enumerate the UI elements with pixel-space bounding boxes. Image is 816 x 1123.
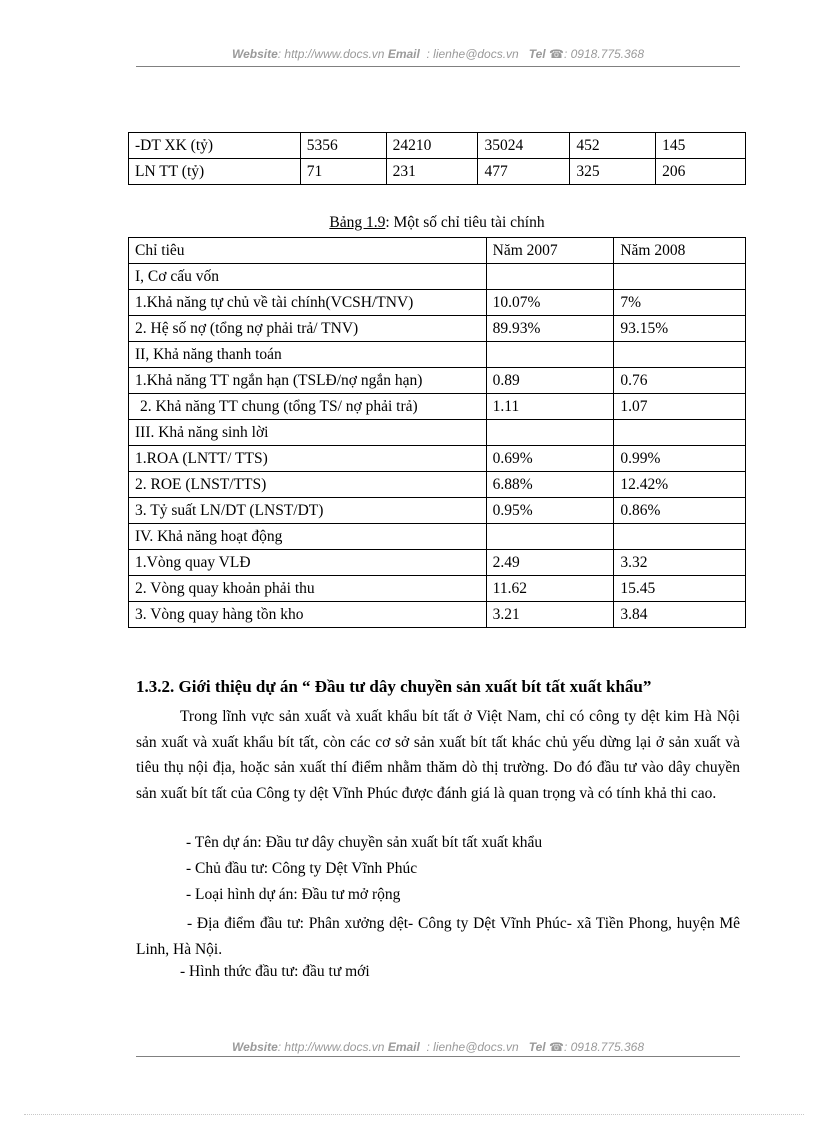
footer-rule (136, 1056, 740, 1057)
table-row (129, 133, 746, 159)
table-row (129, 524, 746, 550)
table-cell: III. Khả năng sinh lời (129, 420, 487, 446)
bullet-investment-form: - Hình thức đầu tư: đầu tư mới (180, 963, 370, 980)
table-cell: 7% (614, 290, 746, 316)
table-cell (614, 420, 746, 446)
table-cell: 1.Khả năng TT ngắn hạn (TSLĐ/nợ ngắn hạn) (129, 368, 487, 394)
table-cell: 1.07 (614, 394, 746, 420)
table-cell: 0.69% (486, 446, 614, 472)
table-caption (128, 214, 746, 232)
table-cell (614, 342, 746, 368)
table-row (129, 290, 746, 316)
table-cell: -DT XK (tỷ) (129, 133, 301, 159)
table-cell: 206 (656, 159, 746, 185)
table-cell: 231 (386, 159, 478, 185)
table-cell: 0.99% (614, 446, 746, 472)
table-cell: 10.07% (486, 290, 614, 316)
table-cell: II, Khả năng thanh toán (129, 342, 487, 368)
footer-tel-label: Tel (528, 1040, 546, 1054)
table-cell: 0.89 (486, 368, 614, 394)
table-cell (486, 342, 614, 368)
table-cell: 477 (478, 159, 570, 185)
table-cell: 24210 (386, 133, 478, 159)
table-cell (614, 264, 746, 290)
table-cell: I, Cơ cấu vốn (129, 264, 487, 290)
table-row (129, 420, 746, 446)
website-label: Website (231, 47, 278, 61)
footer-email-value: : lienhe@docs.vn (426, 1040, 519, 1054)
bullet-project-name: - Tên dự án: Đầu tư dây chuyền sản xuất bít tất xuất khẩu (186, 834, 543, 851)
table-row (129, 550, 746, 576)
table-caption-label: Bảng 1.9 (329, 214, 386, 231)
header-rule (136, 66, 740, 67)
table-row (129, 342, 746, 368)
table-cell: 452 (570, 133, 656, 159)
intro-paragraph (136, 704, 740, 806)
table-cell: Chỉ tiêu (129, 238, 487, 264)
table-cell: Năm 2008 (614, 238, 746, 264)
table-cell: 6.88% (486, 472, 614, 498)
table-cell: 3.21 (486, 602, 614, 628)
table-row (129, 368, 746, 394)
table-cell: 3.32 (614, 550, 746, 576)
table-caption-text: : Một số chỉ tiêu tài chính (385, 214, 545, 231)
table-cell: 2. ROE (LNST/TTS) (129, 472, 487, 498)
table-cell: Năm 2007 (486, 238, 614, 264)
table-cell: 0.76 (614, 368, 746, 394)
table-row (129, 394, 746, 420)
table-cell: 93.15% (614, 316, 746, 342)
bullet-investor: - Chủ đầu tư: Công ty Dệt Vĩnh Phúc (186, 860, 418, 877)
table-cell: 15.45 (614, 576, 746, 602)
table-cell (486, 524, 614, 550)
section-title: 1.3.2. Giới thiệu dự án “ Đầu tư dây chuyền sản xuất bít tất xuất khẩu” (136, 677, 652, 696)
table-row (129, 264, 746, 290)
table-row (129, 238, 746, 264)
bullet-location: - Địa điểm đầu tư: Phân xưởng dệt- Công ty Dệt Vĩnh Phúc- xã Tiền Phong, huyện Mê Linh, Hà Nội. (136, 915, 740, 958)
table-cell: 2. Vòng quay khoản phải thu (129, 576, 487, 602)
financial-indicators-table (128, 237, 746, 628)
table-row (129, 472, 746, 498)
email-label: Email (387, 47, 420, 61)
table-cell: 2. Hệ số nợ (tổng nợ phải trả/ TNV) (129, 316, 487, 342)
table-cell: LN TT (tỷ) (129, 159, 301, 185)
website-value: : http://www.docs.vn (277, 47, 385, 61)
table-row (129, 602, 746, 628)
footer-phone-icon: ☎ (549, 1040, 564, 1054)
footer-website-label: Website (231, 1040, 278, 1054)
table-cell: 1.ROA (LNTT/ TTS) (129, 446, 487, 472)
footer-email-label: Email (387, 1040, 420, 1054)
table-cell: 145 (656, 133, 746, 159)
table-cell: 3.84 (614, 602, 746, 628)
table-cell: 0.86% (614, 498, 746, 524)
table-cell: 3. Vòng quay hàng tồn kho (129, 602, 487, 628)
intro-paragraph-text: Trong lĩnh vực sản xuất và xuất khẩu bít tất ở Việt Nam, chỉ có công ty dệt kim Hà Nội sản xuất và xuất khẩu bít tất, còn các cơ sở sản xuất bít tất khác chủ yếu dừng lại ở sản xuất và tiêu thụ nội địa, hoặc sản xuất thí điểm nhằm thăm dò thị trường. Do đó đầu tư vào dây chuyền sản xuất bít tất của Công ty dệt Vĩnh Phúc được đánh giá là quan trọng và có tính khả thi cao. (136, 708, 740, 802)
table-cell: 2. Khả năng TT chung (tổng TS/ nợ phải trả) (129, 394, 487, 420)
table-cell: 2.49 (486, 550, 614, 576)
phone-icon: ☎ (549, 47, 564, 61)
table-cell (486, 420, 614, 446)
table-cell: 325 (570, 159, 656, 185)
email-value: : lienhe@docs.vn (426, 47, 519, 61)
table-cell: 35024 (478, 133, 570, 159)
table-cell (486, 264, 614, 290)
footer-tel-value: : 0918.775.368 (563, 1040, 645, 1054)
table-cell: 5356 (300, 133, 386, 159)
table-cell: 1.Vòng quay VLĐ (129, 550, 487, 576)
page-footer (136, 1040, 740, 1054)
page-edge-dotted-line (24, 1114, 804, 1115)
bullet-project-type: - Loại hình dự án: Đầu tư mở rộng (186, 886, 401, 903)
table-row (129, 159, 746, 185)
table-cell: 11.62 (486, 576, 614, 602)
table-cell: 0.95% (486, 498, 614, 524)
table-row (129, 446, 746, 472)
table-row (129, 576, 746, 602)
tel-value: : 0918.775.368 (563, 47, 645, 61)
tel-label: Tel (528, 47, 546, 61)
table-row (129, 316, 746, 342)
table-cell: 3. Tỷ suất LN/DT (LNST/DT) (129, 498, 487, 524)
table-cell: 71 (300, 159, 386, 185)
table-cell: 89.93% (486, 316, 614, 342)
table-cell: 1.11 (486, 394, 614, 420)
table-row (129, 498, 746, 524)
table-cell: IV. Khả năng hoạt động (129, 524, 487, 550)
table-cell: 1.Khả năng tự chủ về tài chính(VCSH/TNV) (129, 290, 487, 316)
page-header (136, 47, 740, 61)
table-cell (614, 524, 746, 550)
footer-website-value: : http://www.docs.vn (277, 1040, 385, 1054)
revenue-table (128, 132, 746, 185)
table-cell: 12.42% (614, 472, 746, 498)
